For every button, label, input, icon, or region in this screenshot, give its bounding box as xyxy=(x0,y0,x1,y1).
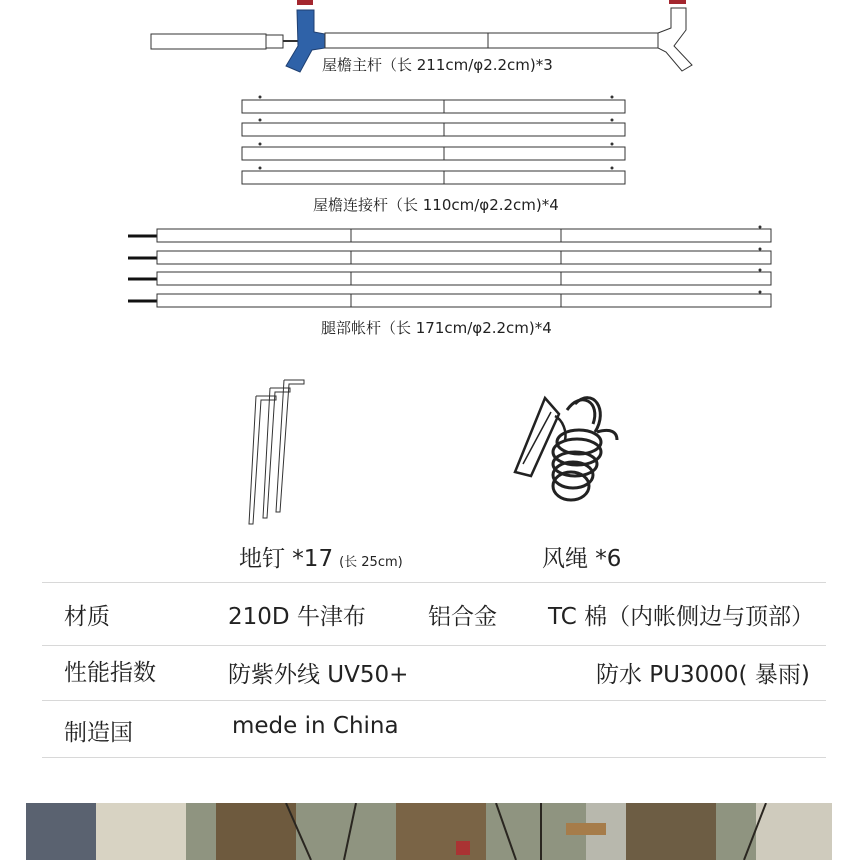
leg-poles-drawing xyxy=(124,224,776,310)
spec-divider-bottom xyxy=(42,757,826,758)
eave-connecting-poles-drawing xyxy=(236,94,632,190)
spec-material-frame: 铝合金 xyxy=(428,604,497,630)
ground-stakes-length: (长 25cm) xyxy=(339,555,403,570)
spec-origin-value: mede in China xyxy=(232,713,399,739)
main-eave-pole-caption: 屋檐主杆（长 211cm/φ2.2cm)*3 xyxy=(322,56,553,74)
ground-stakes-label xyxy=(239,540,403,573)
spec-performance-uv: 防紫外线 UV50+ xyxy=(228,662,409,688)
spec-divider-3 xyxy=(42,700,826,701)
spec-material-cotton: TC 棉（内帐侧边与顶部） xyxy=(548,604,815,630)
spec-performance-label: 性能指数 xyxy=(64,660,156,686)
spec-divider-2 xyxy=(42,645,826,646)
eave-connecting-poles-caption: 屋檐连接杆（长 110cm/φ2.2cm)*4 xyxy=(313,196,559,214)
spec-divider-top xyxy=(42,582,826,583)
wind-rope-drawing xyxy=(505,380,625,520)
spec-material-label: 材质 xyxy=(64,604,110,630)
spec-origin-label: 制造国 xyxy=(64,720,133,746)
wind-rope-label: 风绳 *6 xyxy=(542,546,622,572)
tent-photo xyxy=(26,803,832,860)
spec-performance-waterproof: 防水 PU3000( 暴雨) xyxy=(596,662,810,688)
spec-material-fabric: 210D 牛津布 xyxy=(228,604,366,630)
leg-poles-caption: 腿部帐杆（长 171cm/φ2.2cm)*4 xyxy=(321,319,552,337)
ground-stakes-drawing xyxy=(240,372,316,528)
ground-stakes-count: 地钉 *17 xyxy=(239,546,334,572)
tent-photo-scene xyxy=(26,803,832,860)
